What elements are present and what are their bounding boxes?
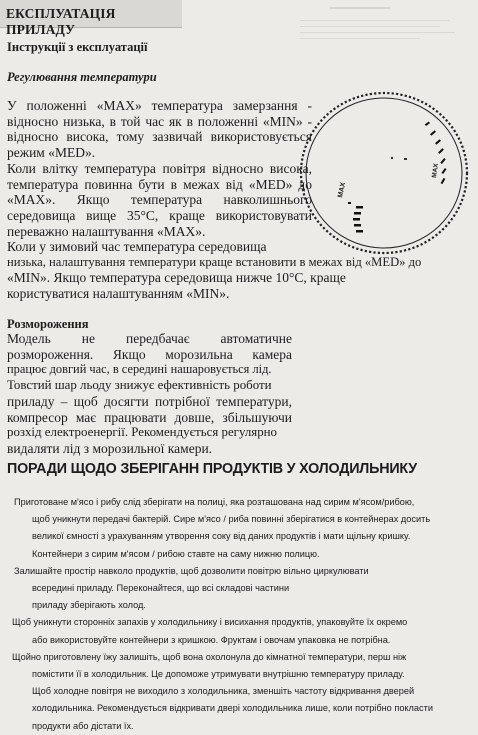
text-line: відносно висока, тому зазвичай використовується (7, 129, 312, 145)
storage-tips-text (6, 494, 472, 735)
text-line: низька, налаштування температури краще встановити в межах від «MED» до (7, 254, 422, 269)
text-line: Щойно приготовлену їжу залишіть, щоб вона охолонула до кімнатної температури, перш ніж (12, 651, 407, 662)
text-line: або використовуйте контейнери з кришкою. Фруктам і овочам упаковка не потрібна. (32, 634, 391, 645)
text-line: «MIN». Якщо температура середовища нижче 10°С, краще (7, 270, 346, 286)
temperature-paragraph-1 (7, 98, 312, 161)
text-line: Приготоване м'ясо і рибу слід зберігати на полиці, яка розташована над сирим м'ясом/рибою, (14, 497, 415, 507)
text-line: Модель не передбачає автоматичне (7, 331, 292, 346)
defrost-heading: Розмороження (7, 317, 89, 331)
text-line: великої ємності з урахуванням утворення соку від даних продуктів і мати щільну кришку. (32, 531, 411, 542)
text-line: температура повинна бути в межах від «MED» до (7, 176, 312, 192)
text-line: щоб уникнути передачі бактерій. Сире м'ясо / риба повинні зберігатися в контейнерах досить (32, 514, 431, 525)
text-line: помістити її в холодильник. Це допоможе утримувати внутрішню температуру приладу. (32, 669, 405, 680)
text-line: «MAX». Якщо температура навколишнього (7, 192, 312, 208)
defrost-paragraph (7, 331, 292, 457)
instructions-heading: Інструкції з експлуатації (7, 40, 148, 54)
text-line: режим «MED». (7, 145, 96, 161)
text-line: Товстий шар льоду знижує ефективність роботи (7, 378, 272, 393)
dial-center-dot (391, 157, 393, 159)
text-line: Залишайте простір навколо продуктів, щоб дозволити повітрю вільно циркулювати (14, 565, 369, 576)
dial-max-label-secondary: MAX (431, 162, 440, 179)
text-line: розхід електроенергії. Рекомендується регулярно (7, 425, 277, 440)
text-line: середовища вище 35°С, краще використовувати (7, 208, 312, 224)
text-line: Контейнери з сирим м'ясом / рибою ставте на саму нижню полицю. (32, 548, 320, 559)
text-line: працює довгий час, в середині нашаровується лід. (7, 362, 272, 377)
text-line: розмороження. Якщо морозильна камера (7, 346, 292, 362)
text-line: Коли у зимовий час температура середовища (7, 239, 267, 254)
text-line: Щоб холодне повітря не виходило з холодильника, зменшіть частоту відкривання дверей (32, 686, 415, 697)
text-line: приладу – щоб досягти потрібної температури, (7, 393, 292, 409)
page-title: ЕКСПЛУАТАЦІЯ ПРИЛАДУ (6, 6, 116, 37)
text-line: всередині приладу. Переконайтеся, що всі складові частини (32, 583, 290, 594)
text-line: приладу зберігають холод. (32, 600, 146, 611)
text-line: холодильника. Рекомендується відкривати двері холодильника лише, коли потрібно покласти (32, 703, 433, 714)
text-line: У положенні «MAX» температура замерзання - (7, 98, 312, 113)
text-line: компресор має працювати довше, збільшуючи (7, 409, 292, 425)
text-line: переважно налаштування «MAX». (7, 223, 206, 239)
text-line: користуватися налаштуванням «MIN». (7, 286, 230, 302)
text-line: Коли влітку температура повітря відносно висока, (7, 161, 312, 176)
header-bar (0, 0, 182, 37)
storage-tips-heading: ПОРАДИ ЩОДО ЗБЕРІГАНН ПРОДУКТІВ У ХОЛОДИЛЬНИКУ (7, 461, 417, 477)
thermostat-dial-illustration (296, 88, 472, 258)
temperature-paragraph-2 (7, 161, 312, 240)
temperature-subheading: Регулювання температури (7, 70, 157, 84)
text-line: відносно низька, в той час як в положенні «MIN» - (7, 113, 312, 129)
bleed-through-text (300, 5, 470, 44)
text-line: продукти або дістати їх. (32, 720, 134, 731)
text-line: Щоб уникнути сторонніх запахів у холодильнику і висихання продуктів, упаковуйте їх окремо (12, 617, 408, 628)
dial-max-label: MAX (337, 181, 348, 199)
dial-marker (404, 158, 407, 160)
text-line: видаляти лід з морозильної камери. (7, 440, 213, 456)
